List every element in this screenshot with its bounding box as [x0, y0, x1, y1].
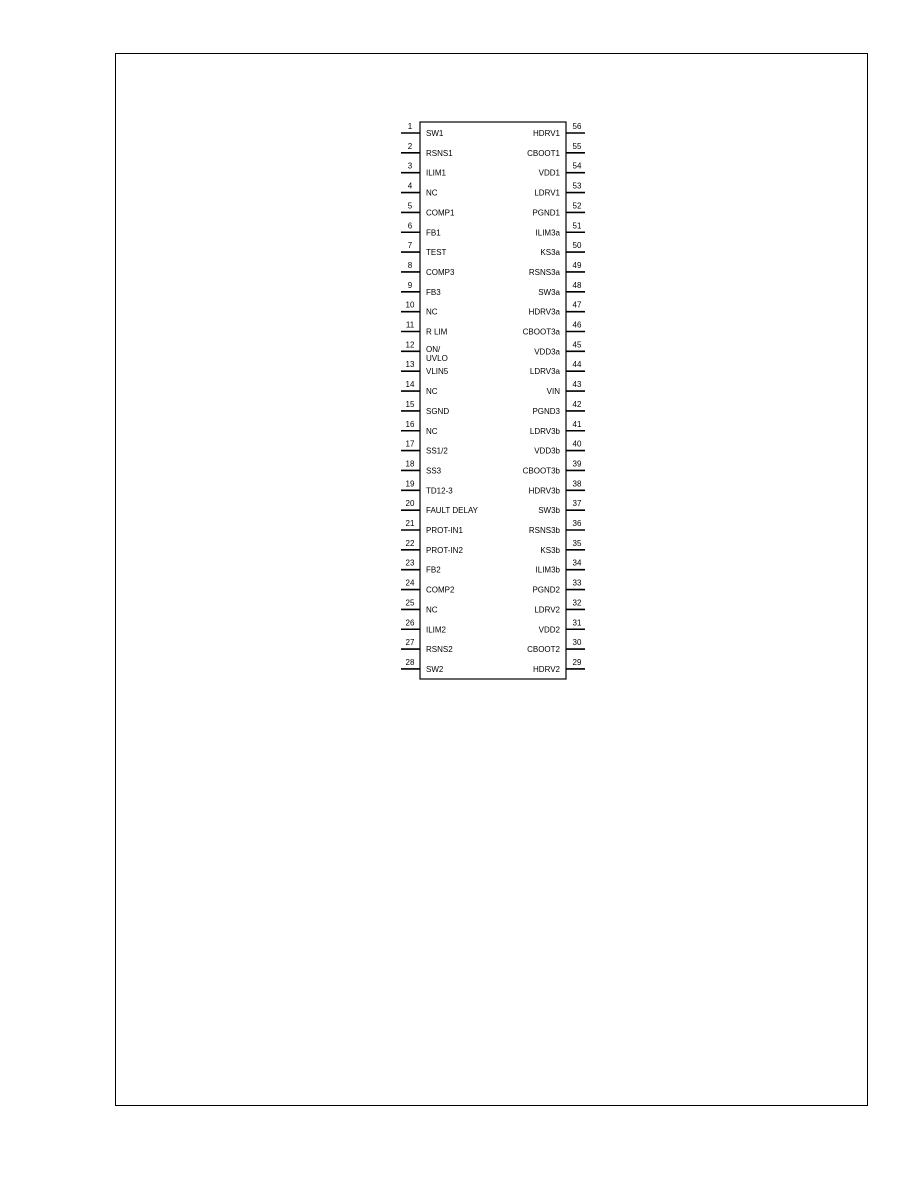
- pin-21-label: PROT-IN1: [426, 526, 463, 535]
- pin-24-label: COMP2: [426, 585, 455, 595]
- pin-32-label: LDRV2: [534, 605, 560, 615]
- pin-42-label: PGND3: [532, 406, 560, 416]
- pin-6-number: 6: [407, 221, 413, 231]
- pin-26-number: 26: [405, 618, 415, 628]
- pin-1-number: 1: [407, 122, 413, 131]
- pin-31-number: 31: [572, 618, 582, 628]
- pin-46-label: CBOOT3a: [522, 327, 560, 337]
- pin-2-label: RSNS1: [426, 148, 453, 158]
- pin-32-number: 32: [572, 598, 582, 608]
- pin-28-number: 28: [405, 657, 415, 667]
- pin-10-label: NC: [426, 307, 438, 317]
- pin-48-number: 48: [572, 280, 582, 290]
- pin-22-label: PROT-IN2: [426, 545, 463, 555]
- pin-40-label: VDD3b: [534, 446, 560, 456]
- pin-54-label: VDD1: [538, 168, 560, 178]
- pin-44-number: 44: [572, 360, 582, 370]
- pin-54-number: 54: [572, 161, 582, 171]
- pin-49-label: RSNS3a: [528, 267, 560, 277]
- pin-10-number: 10: [405, 300, 415, 310]
- pin-33-number: 33: [572, 578, 582, 588]
- pin-51-number: 51: [572, 221, 582, 231]
- pin-8-label: COMP3: [426, 267, 455, 277]
- pin-34-label: ILIM3b: [535, 565, 560, 575]
- pin-1-label: SW1: [426, 129, 444, 138]
- pin-13-number: 13: [405, 360, 415, 370]
- pin-12-label-line2: UVLO: [426, 353, 448, 363]
- pin-11-label: R LIM: [426, 327, 448, 337]
- right-pin-column: [523, 122, 585, 674]
- left-pin-column: [401, 122, 479, 674]
- pin-49-number: 49: [572, 260, 582, 270]
- pin-36-label: RSNS3b: [528, 526, 560, 535]
- pin-11-number: 11: [405, 320, 415, 330]
- pin-33-label: PGND2: [532, 585, 560, 595]
- pin-5-number: 5: [407, 201, 413, 211]
- pin-23-number: 23: [405, 558, 415, 568]
- pin-37-label: SW3b: [538, 506, 560, 516]
- pin-45-label: VDD3a: [534, 347, 560, 357]
- pin-34-number: 34: [572, 558, 582, 568]
- pin-53-number: 53: [572, 181, 582, 191]
- pin-12-number: 12: [405, 340, 415, 350]
- pin-56-number: 56: [572, 122, 582, 131]
- pin-52-label: PGND1: [532, 208, 560, 218]
- pin-35-number: 35: [572, 538, 582, 548]
- pin-19-label: TD12-3: [426, 486, 453, 496]
- pin-2-number: 2: [407, 141, 413, 151]
- pin-23-label: FB2: [426, 565, 441, 575]
- pin-50-number: 50: [572, 241, 582, 251]
- pin-46-number: 46: [572, 320, 582, 330]
- pin-6-label: FB1: [426, 228, 441, 238]
- pin-7-label: TEST: [426, 248, 447, 258]
- pin-28-label: SW2: [426, 664, 444, 674]
- pin-52-number: 52: [572, 201, 582, 211]
- pin-25-label: NC: [426, 605, 438, 615]
- pin-31-label: VDD2: [538, 625, 560, 635]
- pin-18-number: 18: [405, 459, 415, 469]
- pin-15-number: 15: [405, 399, 415, 409]
- ic-package-body: [420, 122, 566, 679]
- pin-22-number: 22: [405, 538, 415, 548]
- pin-9-number: 9: [407, 280, 413, 290]
- pin-5-label: COMP1: [426, 208, 455, 218]
- pin-36-number: 36: [572, 519, 582, 528]
- pin-51-label: ILIM3a: [535, 228, 560, 238]
- pin-29-number: 29: [572, 657, 582, 667]
- pin-47-number: 47: [572, 300, 582, 310]
- pin-15-label: SGND: [426, 406, 450, 416]
- pin-56-label: HDRV1: [533, 129, 560, 138]
- pin-27-label: RSNS2: [426, 645, 453, 655]
- pin-7-number: 7: [407, 241, 413, 251]
- pin-20-number: 20: [405, 499, 415, 509]
- pin-35-label: KS3b: [540, 545, 560, 555]
- pin-53-label: LDRV1: [534, 188, 560, 198]
- pin-16-number: 16: [405, 419, 415, 429]
- pin-47-label: HDRV3a: [528, 307, 560, 317]
- pin-3-number: 3: [407, 161, 413, 171]
- pin-38-label: HDRV3b: [528, 486, 560, 496]
- pin-41-number: 41: [572, 419, 582, 429]
- pin-14-label: NC: [426, 387, 438, 397]
- pin-12-label: ON/: [426, 344, 441, 354]
- pin-24-number: 24: [405, 578, 415, 588]
- pin-41-label: LDRV3b: [529, 426, 560, 436]
- pin-4-number: 4: [407, 181, 413, 191]
- pin-43-label: VIN: [546, 387, 560, 397]
- pin-29-label: HDRV2: [533, 664, 560, 674]
- pin-40-number: 40: [572, 439, 582, 449]
- pin-55-label: CBOOT1: [527, 148, 560, 158]
- pin-3-label: ILIM1: [426, 168, 447, 178]
- pin-39-number: 39: [572, 459, 582, 469]
- pin-39-label: CBOOT3b: [522, 466, 560, 476]
- pin-37-number: 37: [572, 499, 582, 509]
- pin-21-number: 21: [405, 519, 415, 528]
- pin-8-number: 8: [407, 260, 413, 270]
- pin-30-number: 30: [572, 638, 582, 648]
- pin-42-number: 42: [572, 399, 582, 409]
- pin-25-number: 25: [405, 598, 415, 608]
- pin-48-label: SW3a: [538, 287, 560, 297]
- pin-55-number: 55: [572, 141, 582, 151]
- pin-14-number: 14: [405, 380, 415, 390]
- pin-19-number: 19: [405, 479, 415, 489]
- pin-27-number: 27: [405, 638, 415, 648]
- pin-18-label: SS3: [426, 466, 442, 476]
- pin-50-label: KS3a: [540, 248, 560, 258]
- pin-44-label: LDRV3a: [529, 367, 560, 377]
- pin-13-label: VLIN5: [426, 367, 449, 377]
- pin-38-number: 38: [572, 479, 582, 489]
- pin-45-number: 45: [572, 340, 582, 350]
- pin-4-label: NC: [426, 188, 438, 198]
- pin-9-label: FB3: [426, 287, 441, 297]
- pin-17-label: SS1/2: [426, 446, 448, 456]
- pin-17-number: 17: [405, 439, 415, 449]
- pin-16-label: NC: [426, 426, 438, 436]
- pin-26-label: ILIM2: [426, 625, 447, 635]
- pin-20-label: FAULT DELAY: [426, 506, 479, 516]
- pin-30-label: CBOOT2: [527, 645, 560, 655]
- pin-43-number: 43: [572, 380, 582, 390]
